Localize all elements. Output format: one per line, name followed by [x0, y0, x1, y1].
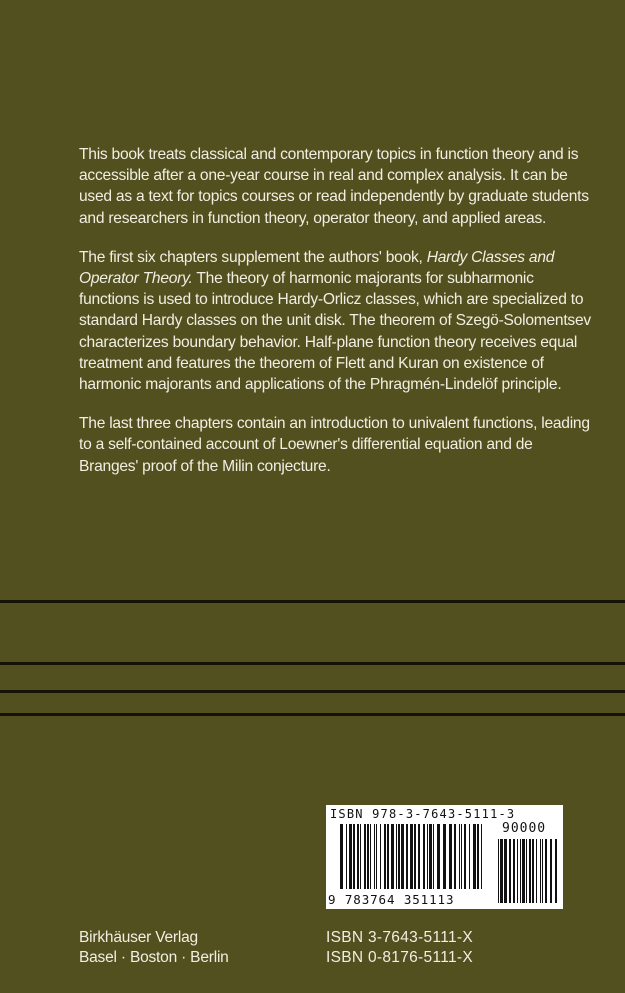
referenced-book-title: Hardy Classes and Operator Theory.	[79, 248, 555, 288]
barcode-bar	[401, 824, 404, 889]
barcode-bar	[517, 839, 518, 903]
barcode-bar	[481, 824, 482, 889]
isbn-numbers	[326, 928, 473, 968]
barcode-bar	[513, 839, 515, 903]
barcode-bar	[364, 824, 366, 889]
barcode-bar	[423, 824, 425, 889]
barcode-bar	[414, 824, 416, 889]
barcode-bar	[540, 839, 541, 903]
barcode-bar	[396, 824, 397, 889]
barcode-bar	[418, 824, 420, 889]
cover-blurb	[79, 144, 593, 495]
blurb-paragraph-2-body: The theory of harmonic majorants for subharmonic functions is used to introduce Hardy-Orlicz classes, which are specialized to standard Hardy classes on the unit disk. The theorem of Szegö-Solomentsev characterizes boundary behavior. Half-plane function theory receives equal treatment and features the theorem of Flett and Kuran on existence of harmonic majorants and applications of the Phragmén-Lindelöf principle.	[79, 270, 591, 394]
barcode-bar	[449, 824, 452, 889]
barcode-bar	[346, 824, 347, 889]
barcode-bar	[380, 824, 381, 889]
blurb-paragraph-1: This book treats classical and contemporary topics in function theory and is accessible after a one-year course in real and complex analysis. It can be used as a text for topics courses or read independently by graduate students and researchers in function theory, operator theory, and applied areas.	[79, 146, 589, 227]
barcode-bar	[387, 824, 389, 889]
barcode-bar	[542, 839, 543, 903]
publisher-name: Birkhäuser Verlag	[79, 929, 198, 946]
barcode-bar	[367, 824, 369, 889]
publisher-cities: Basel · Boston · Berlin	[79, 949, 229, 966]
barcode-bar	[427, 824, 428, 889]
decorative-rule-4	[0, 713, 625, 716]
barcode-bar	[443, 824, 446, 889]
barcode-bar	[469, 824, 470, 889]
barcode-bar	[433, 824, 434, 889]
barcode-bar	[509, 839, 511, 903]
blurb-paragraph-2	[79, 247, 593, 395]
barcode-bar	[410, 824, 413, 889]
barcode-bar	[461, 824, 462, 889]
barcode-bar	[429, 824, 432, 889]
barcode-bar	[398, 824, 400, 889]
barcode-bar	[522, 839, 525, 903]
barcode-bar	[500, 839, 503, 903]
barcode-bar	[477, 824, 479, 889]
decorative-rule-3	[0, 690, 625, 693]
blurb-paragraph-2-intro: The first six chapters supplement the authors' book,	[79, 248, 427, 266]
barcode-bar	[504, 839, 507, 903]
isbn-line-1: ISBN 3-7643-5111-X	[326, 929, 473, 946]
barcode-bar	[360, 824, 361, 889]
barcode-bar	[391, 824, 394, 889]
decorative-rule-2	[0, 662, 625, 665]
barcode-bar	[498, 839, 499, 903]
isbn-line-2: ISBN 0-8176-5111-X	[326, 949, 473, 966]
barcode-bar	[357, 824, 359, 889]
barcode-bar	[370, 824, 371, 889]
barcode-bar	[473, 824, 476, 889]
barcode-bar	[384, 824, 386, 889]
blurb-paragraph-3: The last three chapters contain an introduction to univalent functions, leading to a self-contained account of Loewner's differential equation and de Branges' proof of the Milin conjecture.	[79, 415, 590, 475]
barcode-bar	[529, 839, 531, 903]
isbn-barcode	[326, 805, 563, 909]
barcode-bar	[406, 824, 408, 889]
barcode-bar	[545, 839, 547, 903]
decorative-rule-1	[0, 600, 625, 603]
barcode-bar	[437, 824, 440, 889]
barcode-bar	[353, 824, 355, 889]
barcode-isbn-text: ISBN 978-3-7643-5111-3	[330, 807, 516, 821]
barcode-bar	[464, 824, 466, 889]
publisher-imprint	[79, 928, 229, 968]
barcode-bar	[536, 839, 537, 903]
barcode-bar	[376, 824, 377, 889]
barcode-digits: 9 783764 351113	[328, 892, 455, 907]
barcode-bar	[459, 824, 460, 889]
barcode-bar	[340, 824, 343, 889]
barcode-bar	[454, 824, 456, 889]
barcode-bar	[532, 839, 534, 903]
barcode-bar	[550, 839, 552, 903]
barcode-bar	[555, 839, 557, 903]
barcode-bar	[526, 839, 527, 903]
barcode-bar	[349, 824, 352, 889]
barcode-addon-text: 90000	[502, 821, 547, 836]
barcode-bar	[520, 839, 521, 903]
barcode-bar	[374, 824, 375, 889]
